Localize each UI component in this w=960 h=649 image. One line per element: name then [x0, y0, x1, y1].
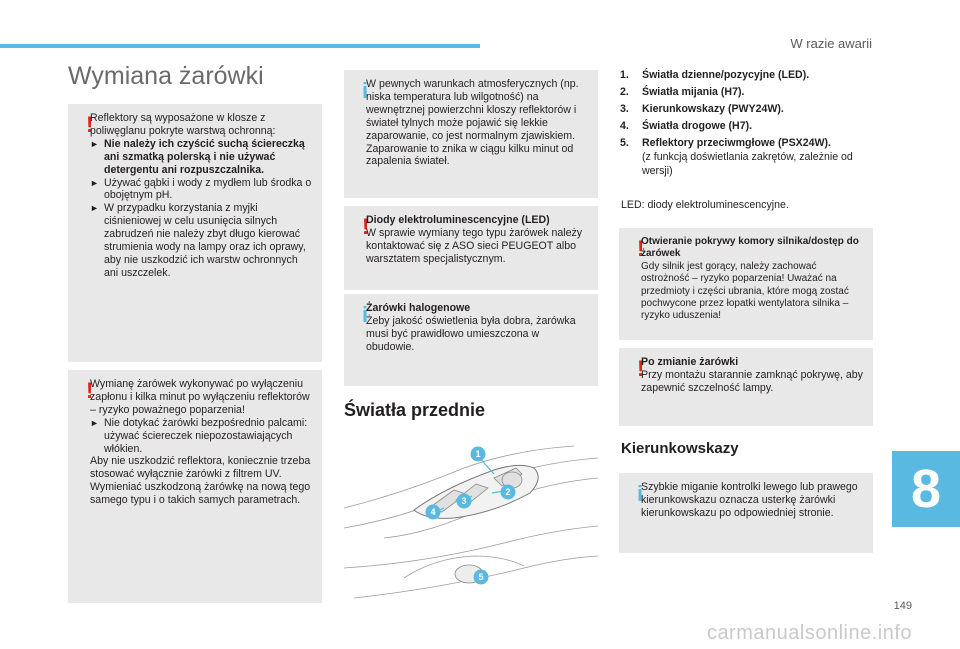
- box-text: Przy montażu starannie zamknąć pokrywę, aby zapewnić szczelność lampy.: [641, 368, 863, 394]
- box-text: W pewnych warunkach atmosferycznych (np. niska temperatura lub wilgotność) na wewnętrznej powierzchni kloszy reflektorów i świateł tylnych może pojawić się lekkie zaparowanie, co jest normalnym zjawiskiem. Zaparowanie to znika w ciągu kilku minut od zapalenia świateł.: [366, 78, 579, 168]
- callout-label: 1: [475, 449, 481, 460]
- list-item: 2. Światła mijania (H7).: [620, 86, 745, 98]
- header-accent-bar: [0, 44, 480, 48]
- section-heading-front-lights: Światła przednie: [344, 400, 486, 420]
- led-note: LED: diody elektroluminescencyjne.: [621, 199, 789, 211]
- warning-icon: !: [362, 214, 370, 239]
- chapter-tab: [892, 451, 960, 527]
- box-text: Aby nie uszkodzić reflektora, koniecznie trzeba stosować wyłącznie żarówki z filtrem UV.: [90, 455, 311, 481]
- warning-icon: !: [86, 378, 94, 403]
- box-title: Żarówki halogenowe: [366, 302, 471, 314]
- running-header: W razie awarii: [790, 36, 872, 51]
- info-icon: i: [362, 302, 369, 327]
- info-box-condensation: [344, 70, 598, 198]
- warning-box-lens-care: [68, 104, 322, 362]
- warning-box-led: [344, 206, 598, 290]
- list-item: 3. Kierunkowskazy (PWY24W).: [620, 103, 784, 115]
- info-box-fast-blink: [619, 473, 873, 553]
- page-number: 149: [893, 600, 912, 612]
- box-text: W sprawie wymiany tego typu żarówek należy kontaktować się z ASO sieci PEUGEOT albo warsztatem specjalistycznym.: [366, 226, 583, 265]
- list-item: ► Używać gąbki i wody z mydłem lub środka o obojętnym pH.: [90, 176, 312, 202]
- warning-icon: !: [86, 112, 94, 137]
- callout-label: 3: [461, 496, 467, 507]
- box-text: Żeby jakość oświetlenia była dobra, żarówka musi być prawidłowo umieszczona w obudowie.: [366, 314, 576, 353]
- callout-label: 4: [430, 507, 436, 518]
- bulb-list: [620, 68, 880, 181]
- info-box-halogen: [344, 294, 598, 386]
- chapter-number: 8: [910, 459, 942, 519]
- warning-box-bulb-replacement: [68, 370, 322, 603]
- box-text: Gdy silnik jest gorący, należy zachować ostrożność – ryzyko poparzenia! Uważać na przedmioty i części ubrania, które mogą zostać pochwycone przez łopatki wentylatora silnika – ryzyko uduszenia!: [641, 260, 849, 322]
- warning-icon: !: [637, 356, 645, 381]
- box-title: Otwieranie pokrywy komory silnika/dostęp do żarówek: [641, 236, 859, 260]
- arrow-bullet-icon: ►: [90, 177, 99, 188]
- arrow-bullet-icon: ►: [90, 203, 99, 214]
- list-item-note: (z funkcją doświetlania zakrętów, zależnie od wersji): [642, 151, 853, 177]
- box-text: Reflektory są wyposażone w klosze z poliwęglanu pokryte warstwą ochronną:: [90, 112, 276, 137]
- callout-label: 2: [505, 487, 511, 498]
- warning-box-bonnet: [619, 228, 873, 340]
- box-title: Po zmianie żarówki: [641, 356, 739, 368]
- list-item: ► Nie należy ich czyścić suchą ściereczką ani szmatką polerską i nie używać detergentu ani rozpuszczalnika.: [90, 137, 305, 176]
- callout-label: 5: [478, 572, 484, 583]
- list-item: 1. Światła dzienne/pozycyjne (LED).: [620, 69, 810, 81]
- box-text: Szybkie miganie kontrolki lewego lub prawego kierunkowskazu oznacza usterkę żarówki kierunkowskazu po odpowiedniej stronie.: [641, 481, 858, 519]
- page-title: Wymiana żarówki: [68, 62, 264, 90]
- list-item: ► W przypadku korzystania z myjki ciśnieniowej w celu usunięcia silnych zabrudzeń nie należy zbyt długo kierować strumienia wody na lampy oraz ich oprawy, aby nie uszkodzić ich warstw ochronnych ani uszczelek.: [90, 202, 306, 279]
- box-text: Wymianę żarówek wykonywać po wyłączeniu zapłonu i kilka minut po wyłączeniu reflektorów – ryzyko poważnego poparzenia!: [90, 378, 310, 416]
- list-item: 4. Światła drogowe (H7).: [620, 120, 753, 132]
- section-heading-indicators: Kierunkowskazy: [621, 440, 739, 457]
- warning-box-after-change: [619, 348, 873, 426]
- arrow-bullet-icon: ►: [90, 138, 99, 149]
- watermark: carmanualsonline.info: [706, 622, 912, 644]
- box-title: Diody elektroluminescencyjne (LED): [366, 214, 550, 226]
- info-icon: i: [637, 481, 644, 506]
- list-item: ► Nie dotykać żarówki bezpośrednio palcami: używać ściereczek niepozostawiających włókien.: [90, 416, 308, 455]
- headlight-illustration: [344, 438, 598, 603]
- list-item: 5. Reflektory przeciwmgłowe (PSX24W). (z funkcją doświetlania zakrętów, zależnie od wersji): [620, 137, 853, 177]
- info-icon: i: [362, 78, 369, 103]
- warning-icon: !: [637, 236, 645, 261]
- box-text: Wymieniać uszkodzoną żarówkę na nową tego samego typu i o takich samych parametrach.: [90, 481, 311, 507]
- arrow-bullet-icon: ►: [90, 417, 99, 428]
